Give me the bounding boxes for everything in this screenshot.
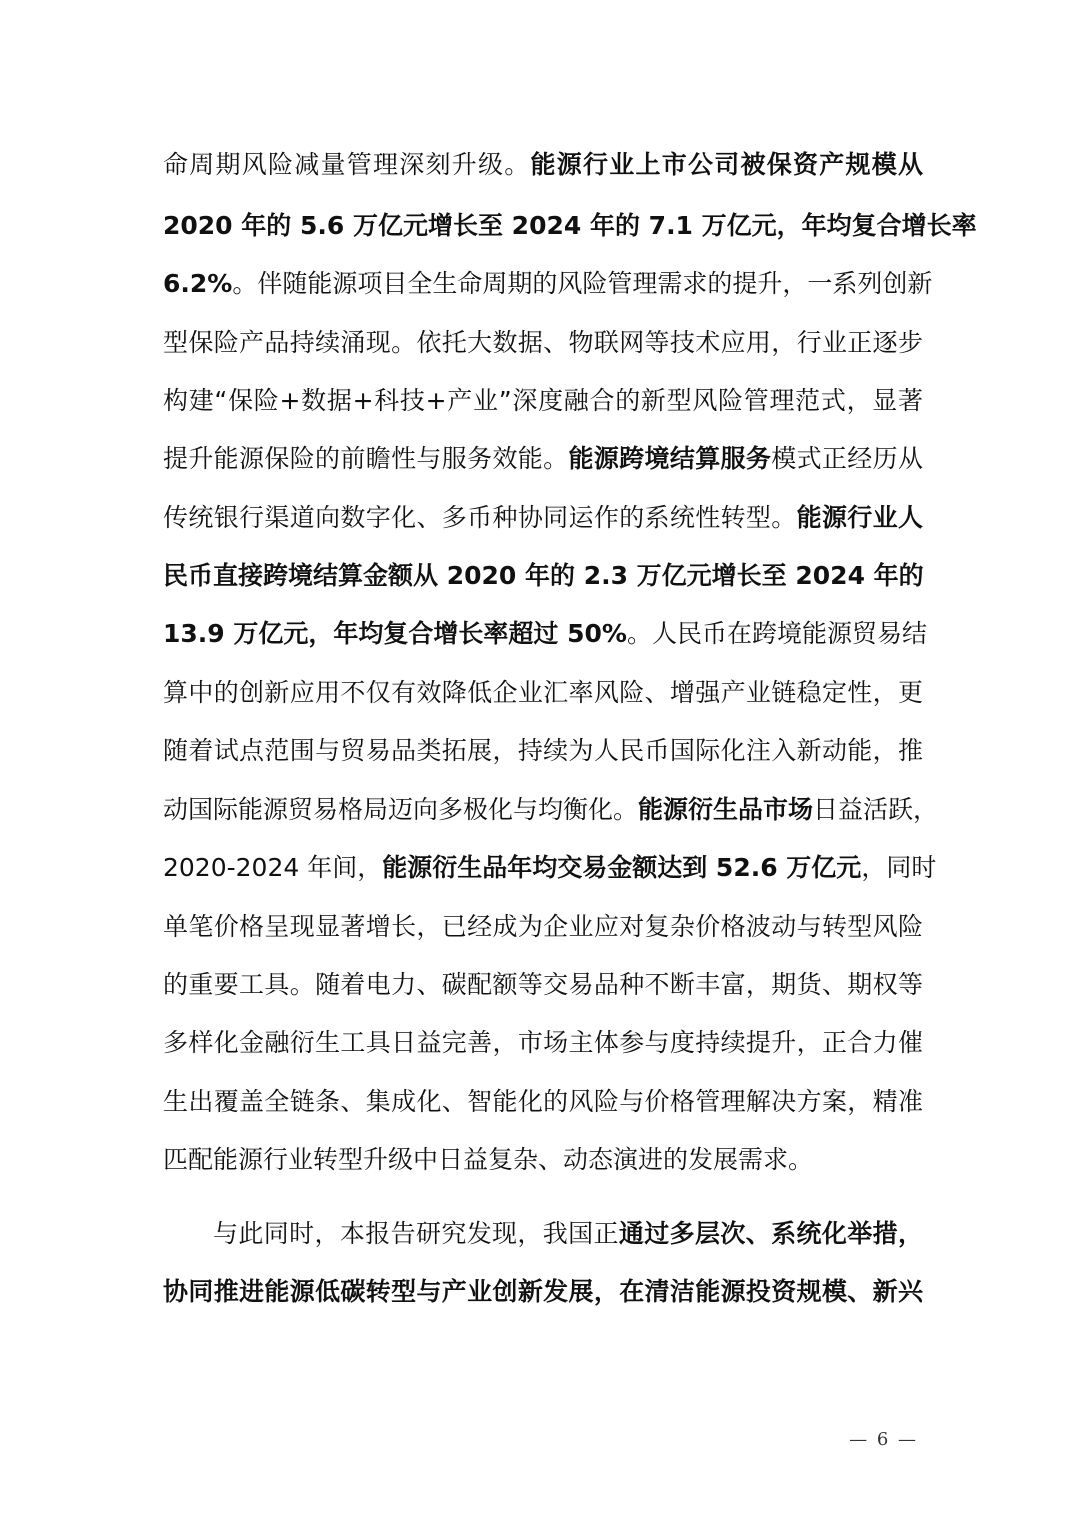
- text-line: [163, 790, 939, 830]
- text-line: [163, 1023, 923, 1063]
- text-segment: 算中的创新应用不仅有效降低企业汇率风险、增强产业链稳定性，更: [163, 678, 923, 707]
- text-line: [163, 381, 923, 421]
- text-segment: 动国际能源贸易格局迈向多极化与均衡化。: [163, 795, 639, 824]
- bold-text-segment: 通过多层次、系统化举措，: [618, 1219, 923, 1248]
- text-line: [163, 907, 923, 947]
- text-line: [163, 1140, 923, 1180]
- text-line: [163, 965, 923, 1005]
- bold-text-segment: 能源衍生品市场: [638, 795, 814, 824]
- text-line: [163, 145, 923, 185]
- text-line: [163, 498, 923, 538]
- bold-text-segment: 能源跨境结算服务: [568, 444, 772, 473]
- text-line: [163, 614, 927, 654]
- text-line: [163, 439, 923, 479]
- text-segment: 单笔价格呈现显著增长，已经成为企业应对复杂价格波动与转型风险: [163, 912, 923, 941]
- text-segment: 。伴随能源项目全生命周期的风险管理需求的提升，一系列创新: [232, 269, 933, 298]
- text-segment: 型保险产品持续涌现。依托大数据、物联网等技术应用，行业正逐步: [163, 328, 923, 357]
- bold-text-segment: 协同推进能源低碳转型与产业创新发展，在清洁能源投资规模、新兴: [163, 1277, 923, 1306]
- text-segment: 生出覆盖全链条、集成化、智能化的风险与价格管理解决方案，精准: [163, 1087, 923, 1116]
- text-line: [163, 556, 923, 596]
- bold-text-segment: 民币直接跨境结算金额从 2020 年的 2.3 万亿元增长至 2024 年的: [163, 561, 924, 590]
- text-line: [163, 848, 937, 888]
- text-segment: 匹配能源行业转型升级中日益复杂、动态演进的发展需求。: [163, 1145, 814, 1174]
- text-line: [163, 1214, 923, 1254]
- text-line: [163, 1082, 923, 1122]
- bold-text-segment: 6.2%: [163, 269, 233, 298]
- text-segment: 提升能源保险的前瞻性与服务效能。: [163, 444, 569, 473]
- text-segment: 日益活跃，: [813, 795, 939, 824]
- text-segment: 命周期风险减量管理深刻升级。: [163, 150, 531, 179]
- bold-text-segment: 能源衍生品年均交易金额达到 52.6 万亿元: [382, 853, 862, 882]
- text-segment: ，同时: [861, 853, 937, 882]
- bold-text-segment: 13.9 万亿元，年均复合增长率超过 50%: [163, 619, 627, 648]
- text-segment: 的重要工具。随着电力、碳配额等交易品种不断丰富，期货、期权等: [163, 970, 923, 999]
- text-line: [163, 673, 923, 713]
- text-line: [163, 323, 923, 363]
- text-line: [163, 206, 977, 246]
- text-line: [163, 731, 923, 771]
- text-segment: 与此同时，本报告研究发现，我国正: [213, 1219, 619, 1248]
- bold-text-segment: 能源行业上市公司被保资产规模从: [530, 150, 923, 179]
- text-line: [163, 1272, 923, 1312]
- text-segment: 2020-2024 年间，: [163, 853, 383, 882]
- bold-text-segment: 能源行业人: [796, 503, 923, 532]
- text-segment: 传统银行渠道向数字化、多币种协同运作的系统性转型。: [163, 503, 797, 532]
- page-number: — 6 —: [849, 1429, 918, 1450]
- text-segment: 随着试点范围与贸易品类拓展，持续为人民币国际化注入新动能，推: [163, 736, 923, 765]
- text-segment: 模式正经历从: [771, 444, 923, 473]
- text-segment: 多样化金融衍生工具日益完善，市场主体参与度持续提升，正合力催: [163, 1028, 923, 1057]
- text-segment: 构建“保险+数据+科技+产业”深度融合的新型风险管理范式，显著: [163, 386, 923, 415]
- text-segment: 。人民币在跨境能源贸易结: [626, 619, 927, 648]
- bold-text-segment: 2020 年的 5.6 万亿元增长至 2024 年的 7.1 万亿元，年均复合增长率: [163, 211, 977, 240]
- text-line: [163, 264, 933, 304]
